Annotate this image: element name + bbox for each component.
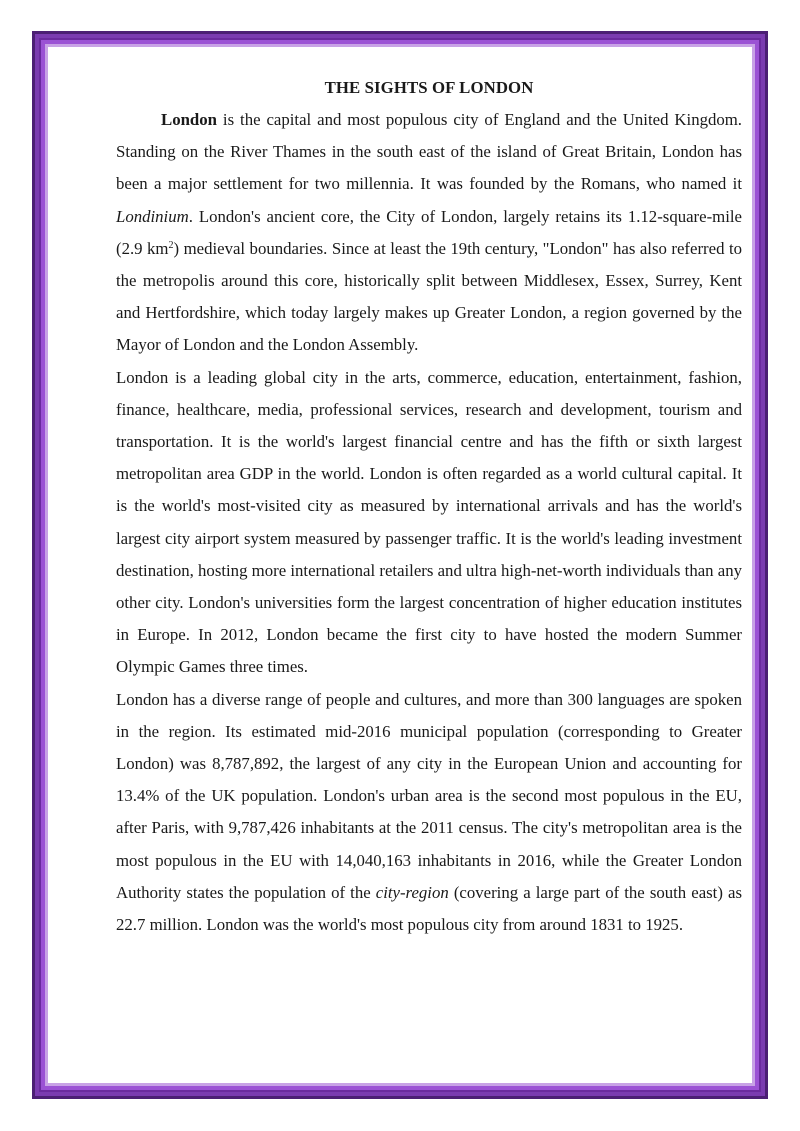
paragraph-3 [116,684,742,942]
paragraph-3-text-b: (covering a large part of the south east) as 22.7 million. London was the world's most populous city from around 1831 to 1925. [116,882,742,935]
paragraph-1-lead: London [161,110,217,129]
paragraph-1-superscript: 2 [168,239,174,251]
paragraph-1-italic-term: Londinium [116,206,189,226]
paragraph-3-text-a: London has a diverse range of people and cultures, and more than 300 languages are spoken in the region. Its estimated mid-2016 municipal population (corresponding to Greater London) was 8,787,892, the largest of any city in the European Union and accounting for 13.4% of the UK population. London's urban area is the second most populous in the EU, after Paris, with 9,787,426 inhabitants at the 2011 census. The city's metropolitan area is the most populous in the EU with 14,040,163 inhabitants in 2016, while the Greater London Authority states the population of the [116,689,742,902]
paragraph-3-italic-term: city-region [375,882,449,902]
document-body [116,74,742,941]
paragraph-1-text-b: . London's ancient core, the City of London, largely retains its 1.12-square-mile (2.9 km [116,206,742,258]
paragraph-2: London is a leading global city in the arts, commerce, education, entertainment, fashion, finance, healthcare, media, professional services, research and development, tourism and transportation. It is the world's largest financial centre and has the fifth or sixth largest metropolitan area GDP in the world. London is often regarded as a world cultural capital. It is the world's most-visited city as measured by international arrivals and has the world's largest city airport system measured by passenger traffic. It is the world's leading investment destination, hosting more international retailers and ultra high-net-worth individuals than any other city. London's universities form the largest concentration of higher education institutes in Europe. In 2012, London became the first city to have hosted the modern Summer Olympic Games three times. [116,367,742,677]
paragraph-1-text-c: ) medieval boundaries. Since at least the 19th century, "London" has also referred to the metropolis around this core, historically split between Middlesex, Essex, Surrey, Kent and Hertfordshire, which today largely makes up Greater London, a region governed by the Mayor of London and the London Assembly. [116,238,742,355]
paragraph-1-text-a: is the capital and most populous city of England and the United Kingdom. Standing on the River Thames in the south east of the island of Great Britain, London has been a major settlement for two millennia. It was founded by the Romans, who named it [116,110,742,194]
document-title: THE SIGHTS OF LONDON [324,78,534,97]
paragraph-1 [116,104,742,362]
